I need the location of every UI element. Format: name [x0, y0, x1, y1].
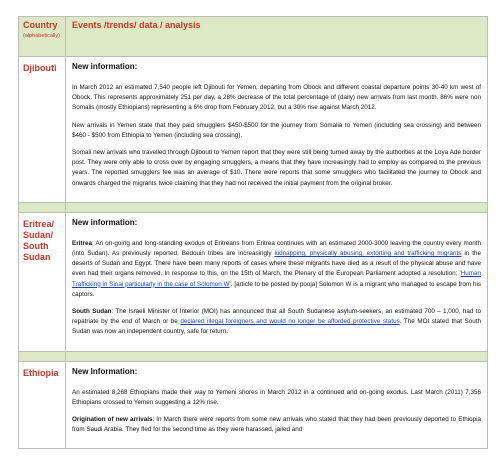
header-country-cell: [19, 17, 66, 57]
paragraph-origination: [72, 415, 481, 435]
new-info-label: New information:: [72, 217, 138, 227]
new-info-label: New Information:: [72, 366, 138, 376]
header-country-subtitle: (alphabetically): [23, 33, 60, 39]
country-events-table: [18, 16, 488, 449]
paragraph: Somali new arrivals who travelled through Djibouti to Yemen report that they were still being turned away by the authorities at the Loya Ade border post. They were only able to cross over by engaging smugglers, a means that they have increasingly had to employ as compared to the previous years. The reported smugglers fee was an average of $10. There were reports that some smugglers who facilitated the journey to Obock and onwards charged the migrants twice claiming that they had not received the initial payment from the original broker.: [72, 149, 481, 187]
country-djibouti: Djibouti: [19, 57, 66, 203]
text-span: in the deserts of Sudan and Egypt. There have been many reports of cases where these migrants have died as a result of the physical abuse and have even had their organs removed. In response to this, on the 15th of March, the Plenary of the European Parliament adopted a resolution; ': [72, 250, 482, 278]
header-country-title: Country: [23, 20, 58, 30]
table-row: [19, 212, 488, 351]
paragraph: In March 2012 an estimated 7,540 people left Djibouti for Yemen, departing from Obock and different coastal departure points 30-40 km west of Obock. This represents approximately 251 per day, a 28% decrease of the total percentage of (daily) new arrivals from last month. 86% were non Somalis (mostly Ethiopians) representing a 6% drop from February 2012, but a 30% rise against March 2012.: [72, 84, 481, 112]
lead-origination: Origination of new arrivals: [72, 416, 153, 424]
header-events-title: Events /trends/ data / analysis: [66, 17, 488, 57]
text-span: : The Israeli Minister of Interior (MOI) has announced that all South Sudanese asylum-seekers, an estimated 700 – 1,000, had to repatriate by the end of March or be: [72, 308, 482, 326]
lead-eritrea: Eritrea: [72, 239, 92, 247]
paragraph-eritrea: [72, 239, 481, 300]
paragraph-south-sudan: [72, 307, 481, 338]
events-cell-eritrea-sudan: [66, 212, 488, 351]
kidnapping-link[interactable]: kidnapping, physically abusing, extorting and trafficking migrants: [274, 250, 462, 258]
events-cell-ethiopia: [66, 361, 488, 449]
separator-row: [19, 202, 488, 212]
separator-row: [19, 351, 488, 361]
table-header-row: [19, 17, 488, 57]
table-row: [19, 361, 488, 449]
paragraph: New arrivals in Yemen state that they paid smugglers $450-$500 for the journey from Somalia to Yemen (including sea crossing) and between $460 - $500 from Ethiopia to Yemen (including sea crossing).: [72, 121, 481, 139]
illegal-foreigners-link[interactable]: declared illegal foreigners and would no longer be afforded protective status: [180, 318, 400, 326]
country-ethiopia: Ethiopia: [19, 361, 66, 449]
text-span: . The MOI stated that South Sudan was now an independent country, safe for return.: [72, 318, 481, 336]
country-eritrea-sudan: Eritrea/ Sudan/ South Sudan: [19, 212, 66, 351]
text-span: : An on-going and long-standing exodus of Eritreans from Eritrea continues with an estimated 2000-3000 leaving the country every month (into Sudan). As previously reported, Bedouin tribes are increasingly: [72, 239, 481, 258]
text-span: : In March there were reports from some new arrivals who stated that they had been previously deported to Ethiopia from Saudi Arabia. They fled for the second time as they were harassed, jailed and: [72, 416, 481, 434]
paragraph: An estimated 8,268 Ethiopians made their way to Yemeni shores in March 2012 in a continued and on-going exodus. Last March (2011) 7,356 Ethiopians crossed to Yemen suggesting a 12% rise.: [72, 388, 481, 406]
new-info-label: New information:: [72, 62, 138, 71]
solomon-link[interactable]: Human Trafficking in Sinai particularly in the case of Solomon W: [72, 270, 481, 288]
lead-south-sudan: South Sudan: [72, 308, 112, 316]
text-span: '. [article to be posted by pooja] Solomon W is a migrant who managed to escape from his captors.: [72, 280, 482, 298]
events-cell-djibouti: [66, 57, 488, 203]
table-row: [19, 57, 488, 203]
